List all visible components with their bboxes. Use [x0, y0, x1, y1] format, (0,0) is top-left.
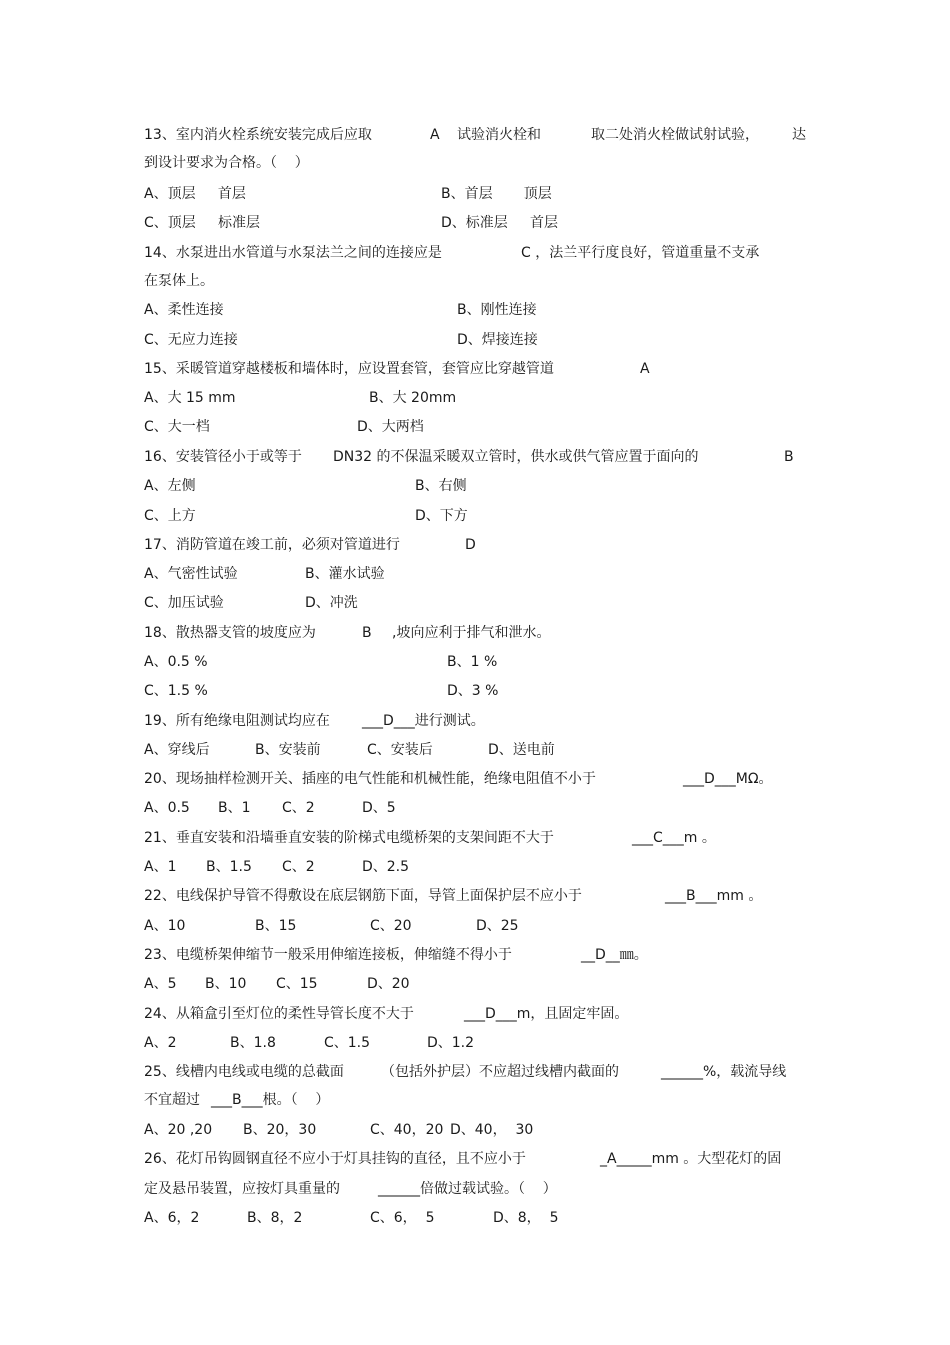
option-row-segment: C、15: [276, 976, 318, 992]
question-line-segment: 达: [792, 127, 806, 143]
question-line-segment: 18、散热器支管的坡度应为: [144, 625, 316, 641]
option-row-segment: B、1.5: [206, 859, 252, 875]
question-line-segment: ___C___m 。: [632, 830, 716, 846]
option-row-segment: B、灌水试验: [305, 566, 385, 582]
question-line-segment: ___D___进行测试。: [362, 713, 485, 729]
question-line-segment: D: [465, 537, 476, 553]
option-row-segment: A、6，2: [144, 1210, 200, 1226]
option-row-segment: A、5: [144, 976, 177, 992]
option-row-segment: D、20: [367, 976, 410, 992]
option-row-segment: D、大两档: [357, 419, 424, 435]
option-row-segment: A、穿线后: [144, 742, 210, 758]
option-row-segment: D、1.2: [427, 1035, 475, 1051]
option-row-segment: A、0.5: [144, 800, 190, 816]
option-row-segment: C、上方: [144, 508, 196, 524]
option-row-segment: B、右侧: [415, 478, 467, 494]
option-row-segment: C、1.5 %: [144, 683, 208, 699]
option-row-segment: C、加压试验: [144, 595, 224, 611]
option-row-segment: C、2: [282, 800, 315, 816]
question-line-segment: DN32 的不保温采暖双立管时，供水或供气管应置于面向的: [333, 449, 699, 465]
question-line-segment: 23、电缆桥架伸缩节一般采用伸缩连接板，伸缩缝不得小于: [144, 947, 512, 963]
question-line-segment: 22、电线保护导管不得敷设在底层钢筋下面，导管上面保护层不应小于: [144, 888, 582, 904]
question-line-segment: A: [640, 361, 650, 377]
option-row-segment: A、20 ,20: [144, 1122, 213, 1138]
option-row-segment: C、安装后: [367, 742, 433, 758]
question-line-segment: 到设计要求为合格。（ ）: [144, 155, 309, 171]
question-line-segment: 24、从箱盒引至灯位的柔性导管长度不大于: [144, 1006, 414, 1022]
question-line-segment: ___B___mm 。: [665, 888, 763, 904]
option-row-segment: A、10: [144, 918, 186, 934]
option-row-segment: B、1 %: [447, 654, 498, 670]
option-row-segment: C、无应力连接: [144, 332, 238, 348]
option-row-segment: B、1.8: [230, 1035, 276, 1051]
question-line-segment: ___B___根。（ ）: [211, 1092, 330, 1108]
option-row-segment: C、2: [282, 859, 315, 875]
option-row-segment: C、20: [370, 918, 412, 934]
question-line-segment: 在泵体上。: [144, 273, 214, 289]
option-row-segment: A、0.5 %: [144, 654, 208, 670]
option-row-segment: D、8， 5: [493, 1210, 559, 1226]
question-line-segment: 16、安装管径小于或等于: [144, 449, 302, 465]
question-line-segment: 25、线槽内电线或电缆的总截面: [144, 1064, 344, 1080]
option-row-segment: A、大 15 mm: [144, 390, 236, 406]
option-row-segment: B、20，30: [243, 1122, 317, 1138]
option-row-segment: D、送电前: [488, 742, 555, 758]
question-line-segment: 20、现场抽样检测开关、插座的电气性能和机械性能，绝缘电阻值不小于: [144, 771, 596, 787]
option-row-segment: B、8，2: [247, 1210, 303, 1226]
option-row-segment: D、下方: [415, 508, 468, 524]
question-line-segment: ,坡向应利于排气和泄水。: [392, 625, 551, 641]
option-row-segment: A、左侧: [144, 478, 196, 494]
question-line-segment: B: [362, 625, 372, 641]
option-row-segment: A、顶层 首层: [144, 186, 246, 202]
option-row-segment: B、大 20mm: [369, 390, 457, 406]
option-row-segment: A、1: [144, 859, 177, 875]
question-line-segment: B: [784, 449, 794, 465]
option-row-segment: A、气密性试验: [144, 566, 238, 582]
question-line-segment: C ，法兰平行度良好，管道重量不支承: [521, 245, 760, 261]
question-line-segment: 试验消火栓和: [457, 127, 541, 143]
option-row-segment: B、10: [205, 976, 247, 992]
option-row-segment: B、首层 顶层: [441, 186, 552, 202]
question-line-segment: 21、垂直安装和沿墙垂直安装的阶梯式电缆桥架的支架间距不大于: [144, 830, 554, 846]
question-line-segment: 不宜超过: [144, 1092, 200, 1108]
option-row-segment: D、冲洗: [305, 595, 358, 611]
option-row-segment: D、5: [362, 800, 396, 816]
option-row-segment: C、顶层 标准层: [144, 215, 261, 231]
option-row-segment: D、40， 30: [450, 1122, 534, 1138]
question-line-segment: _A_____mm 。大型花灯的固: [600, 1151, 782, 1167]
option-row-segment: D、焊接连接: [457, 332, 538, 348]
question-line-segment: 26、花灯吊钩圆钢直径不应小于灯具挂钩的直径，且不应小于: [144, 1151, 526, 1167]
option-row-segment: B、安装前: [255, 742, 321, 758]
question-line-segment: 15、采暖管道穿越楼板和墙体时，应设置套管，套管应比穿越管道: [144, 361, 554, 377]
question-line-segment: 13、室内消火栓系统安装完成后应取: [144, 127, 372, 143]
option-row-segment: A、柔性连接: [144, 302, 224, 318]
option-row-segment: C、1.5: [324, 1035, 371, 1051]
question-line-segment: __D__㎜。: [581, 947, 648, 963]
option-row-segment: D、2.5: [362, 859, 410, 875]
question-line-segment: 17、消防管道在竣工前，必须对管道进行: [144, 537, 400, 553]
question-line-segment: 定及悬吊装置，应按灯具重量的: [144, 1181, 340, 1197]
option-row-segment: C、40，20: [370, 1122, 444, 1138]
option-row-segment: D、标准层 首层: [441, 215, 559, 231]
question-line-segment: ___D___m，且固定牢固。: [464, 1006, 629, 1022]
question-line-segment: ______%，载流导线: [661, 1064, 787, 1080]
question-line-segment: 19、所有绝缘电阻测试均应在: [144, 713, 330, 729]
option-row-segment: C、大一档: [144, 419, 210, 435]
option-row-segment: C、6， 5: [370, 1210, 435, 1226]
option-row-segment: D、3 %: [447, 683, 499, 699]
option-row-segment: D、25: [476, 918, 519, 934]
option-row-segment: B、刚性连接: [457, 302, 537, 318]
question-line-segment: 取二处消火栓做试射试验，: [591, 127, 759, 143]
question-line-segment: ___D___MΩ。: [683, 771, 773, 787]
question-line-segment: A: [430, 127, 440, 143]
question-line-segment: （包括外护层）不应超过线槽内截面的: [381, 1064, 619, 1080]
question-line-segment: 14、水泵进出水管道与水泵法兰之间的连接应是: [144, 245, 442, 261]
option-row-segment: B、15: [255, 918, 297, 934]
option-row-segment: B、1: [218, 800, 251, 816]
option-row-segment: A、2: [144, 1035, 177, 1051]
question-line-segment: ______倍做过载试验。（ ）: [378, 1181, 557, 1197]
